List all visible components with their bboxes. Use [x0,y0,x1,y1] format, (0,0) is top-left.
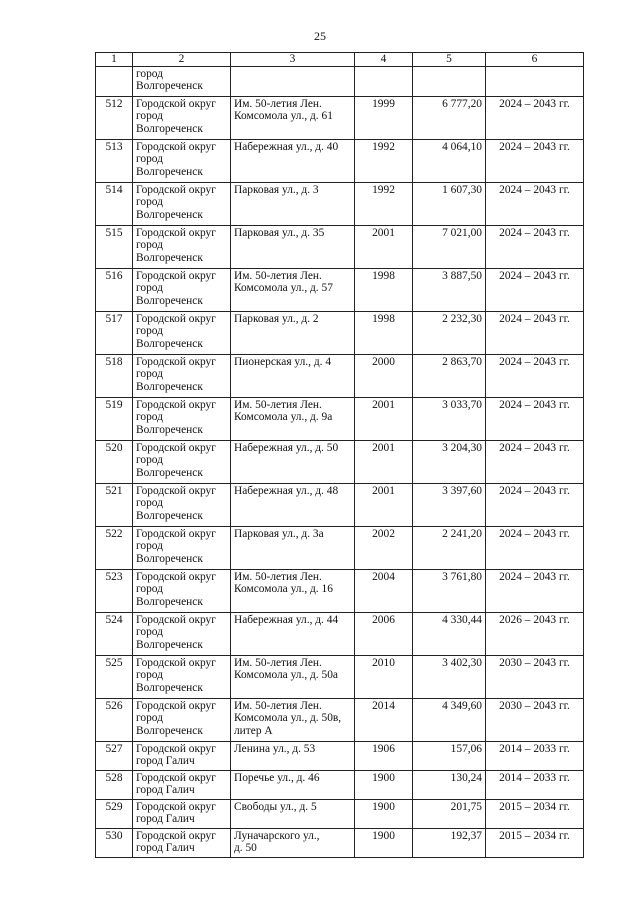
address-cell: Набережная ул., д. 50 [231,440,355,483]
row-number-cell: 525 [96,655,133,698]
period-cell: 2024 – 2043 гг. [486,182,584,225]
address-cell: Луначарского ул., д. 50 [231,828,355,857]
year-cell: 2001 [355,225,413,268]
period-cell: 2030 – 2043 гг. [486,655,584,698]
year-cell: 1998 [355,311,413,354]
period-cell: 2030 – 2043 гг. [486,698,584,741]
year-cell: 1900 [355,770,413,799]
year-cell: 2001 [355,440,413,483]
row-number-cell: 516 [96,268,133,311]
municipality-cell: Городской округ город Галич [133,770,231,799]
year-cell: 1999 [355,96,413,139]
area-cell: 2 232,30 [413,311,486,354]
address-cell: Им. 50-летия Лен. Комсомола ул., д. 50а [231,655,355,698]
row-number-cell: 520 [96,440,133,483]
period-cell: 2015 – 2034 гг. [486,828,584,857]
period-cell: 2024 – 2043 гг. [486,397,584,440]
address-cell: Парковая ул., д. 35 [231,225,355,268]
table-row [96,483,584,526]
address-cell: Свободы ул., д. 5 [231,799,355,828]
row-number-cell: 512 [96,96,133,139]
period-cell: 2024 – 2043 гг. [486,569,584,612]
area-cell: 157,06 [413,741,486,770]
column-header: 5 [413,53,486,67]
area-cell [413,66,486,96]
area-cell: 201,75 [413,799,486,828]
address-cell: Им. 50-летия Лен. Комсомола ул., д. 61 [231,96,355,139]
address-cell: Набережная ул., д. 40 [231,139,355,182]
table-row [96,655,584,698]
table-row [96,354,584,397]
area-cell: 3 402,30 [413,655,486,698]
period-cell: 2024 – 2043 гг. [486,268,584,311]
table-row [96,799,584,828]
table-row [96,268,584,311]
municipality-cell: Городской округ город Галич [133,828,231,857]
area-cell: 6 777,20 [413,96,486,139]
municipality-cell: Городской округ город Галич [133,741,231,770]
municipality-cell: Городской округ город Волгореченск [133,440,231,483]
table-row [96,225,584,268]
table-row [96,440,584,483]
address-cell: Им. 50-летия Лен. Комсомола ул., д. 50в, литер А [231,698,355,741]
row-number-cell: 530 [96,828,133,857]
period-cell: 2014 – 2033 гг. [486,741,584,770]
period-cell: 2024 – 2043 гг. [486,354,584,397]
municipality-cell: Городской округ город Галич [133,799,231,828]
table-row [96,182,584,225]
row-number-cell: 514 [96,182,133,225]
period-cell: 2026 – 2043 гг. [486,612,584,655]
year-cell: 2000 [355,354,413,397]
row-number-cell: 518 [96,354,133,397]
municipality-cell: город Волгореченск [133,66,231,96]
municipality-cell: Городской округ город Волгореченск [133,139,231,182]
address-cell: Поречье ул., д. 46 [231,770,355,799]
municipality-cell: Городской округ город Волгореченск [133,483,231,526]
year-cell: 1992 [355,139,413,182]
year-cell: 2001 [355,397,413,440]
year-cell [355,66,413,96]
column-header: 2 [133,53,231,67]
municipality-cell: Городской округ город Волгореченск [133,225,231,268]
row-number-cell: 515 [96,225,133,268]
period-cell: 2024 – 2043 гг. [486,483,584,526]
row-number-cell: 526 [96,698,133,741]
table-row [96,770,584,799]
municipality-cell: Городской округ город Волгореченск [133,397,231,440]
address-cell: Парковая ул., д. 2 [231,311,355,354]
period-cell: 2024 – 2043 гг. [486,311,584,354]
year-cell: 2010 [355,655,413,698]
area-cell: 130,24 [413,770,486,799]
year-cell: 1992 [355,182,413,225]
address-cell: Набережная ул., д. 48 [231,483,355,526]
period-cell: 2024 – 2043 гг. [486,440,584,483]
year-cell: 2001 [355,483,413,526]
row-number-cell: 527 [96,741,133,770]
table-row [96,66,584,96]
row-number-cell [96,66,133,96]
table-row [96,139,584,182]
table-row [96,311,584,354]
table-row [96,397,584,440]
municipality-cell: Городской округ город Волгореченск [133,612,231,655]
period-cell: 2014 – 2033 гг. [486,770,584,799]
municipality-cell: Городской округ город Волгореченск [133,96,231,139]
area-cell: 7 021,00 [413,225,486,268]
municipality-cell: Городской округ город Волгореченск [133,182,231,225]
area-cell: 4 330,44 [413,612,486,655]
municipality-cell: Городской округ город Волгореченск [133,655,231,698]
period-cell: 2024 – 2043 гг. [486,96,584,139]
municipality-cell: Городской округ город Волгореченск [133,526,231,569]
row-number-cell: 517 [96,311,133,354]
area-cell: 3 761,80 [413,569,486,612]
area-cell: 4 064,10 [413,139,486,182]
column-header: 4 [355,53,413,67]
period-cell: 2015 – 2034 гг. [486,799,584,828]
area-cell: 3 204,30 [413,440,486,483]
area-cell: 192,37 [413,828,486,857]
register-table [95,52,584,858]
address-cell [231,66,355,96]
address-cell: Пионерская ул., д. 4 [231,354,355,397]
year-cell: 1906 [355,741,413,770]
municipality-cell: Городской округ город Волгореченск [133,311,231,354]
address-cell: Им. 50-летия Лен. Комсомола ул., д. 57 [231,268,355,311]
municipality-cell: Городской округ город Волгореченск [133,569,231,612]
area-cell: 2 863,70 [413,354,486,397]
column-number-row [96,53,584,67]
column-header: 6 [486,53,584,67]
table-row [96,828,584,857]
area-cell: 4 349,60 [413,698,486,741]
row-number-cell: 513 [96,139,133,182]
address-cell: Парковая ул., д. 3 [231,182,355,225]
address-cell: Набережная ул., д. 44 [231,612,355,655]
period-cell: 2024 – 2043 гг. [486,139,584,182]
address-cell: Ленина ул., д. 53 [231,741,355,770]
area-cell: 2 241,20 [413,526,486,569]
row-number-cell: 522 [96,526,133,569]
period-cell: 2024 – 2043 гг. [486,526,584,569]
row-number-cell: 529 [96,799,133,828]
column-header: 3 [231,53,355,67]
year-cell: 2006 [355,612,413,655]
table-row [96,741,584,770]
year-cell: 1900 [355,799,413,828]
year-cell: 2002 [355,526,413,569]
area-cell: 3 033,70 [413,397,486,440]
row-number-cell: 523 [96,569,133,612]
area-cell: 3 887,50 [413,268,486,311]
row-number-cell: 521 [96,483,133,526]
table-row [96,526,584,569]
page-number: 25 [314,29,326,43]
area-cell: 3 397,60 [413,483,486,526]
table-row [96,698,584,741]
table-row [96,612,584,655]
address-cell: Парковая ул., д. 3а [231,526,355,569]
year-cell: 1900 [355,828,413,857]
year-cell: 1998 [355,268,413,311]
row-number-cell: 524 [96,612,133,655]
period-cell [486,66,584,96]
address-cell: Им. 50-летия Лен. Комсомола ул., д. 9а [231,397,355,440]
row-number-cell: 528 [96,770,133,799]
area-cell: 1 607,30 [413,182,486,225]
year-cell: 2014 [355,698,413,741]
address-cell: Им. 50-летия Лен. Комсомола ул., д. 16 [231,569,355,612]
period-cell: 2024 – 2043 гг. [486,225,584,268]
column-header: 1 [96,53,133,67]
municipality-cell: Городской округ город Волгореченск [133,698,231,741]
row-number-cell: 519 [96,397,133,440]
year-cell: 2004 [355,569,413,612]
table-row [96,96,584,139]
municipality-cell: Городской округ город Волгореченск [133,354,231,397]
municipality-cell: Городской округ город Волгореченск [133,268,231,311]
table-row [96,569,584,612]
